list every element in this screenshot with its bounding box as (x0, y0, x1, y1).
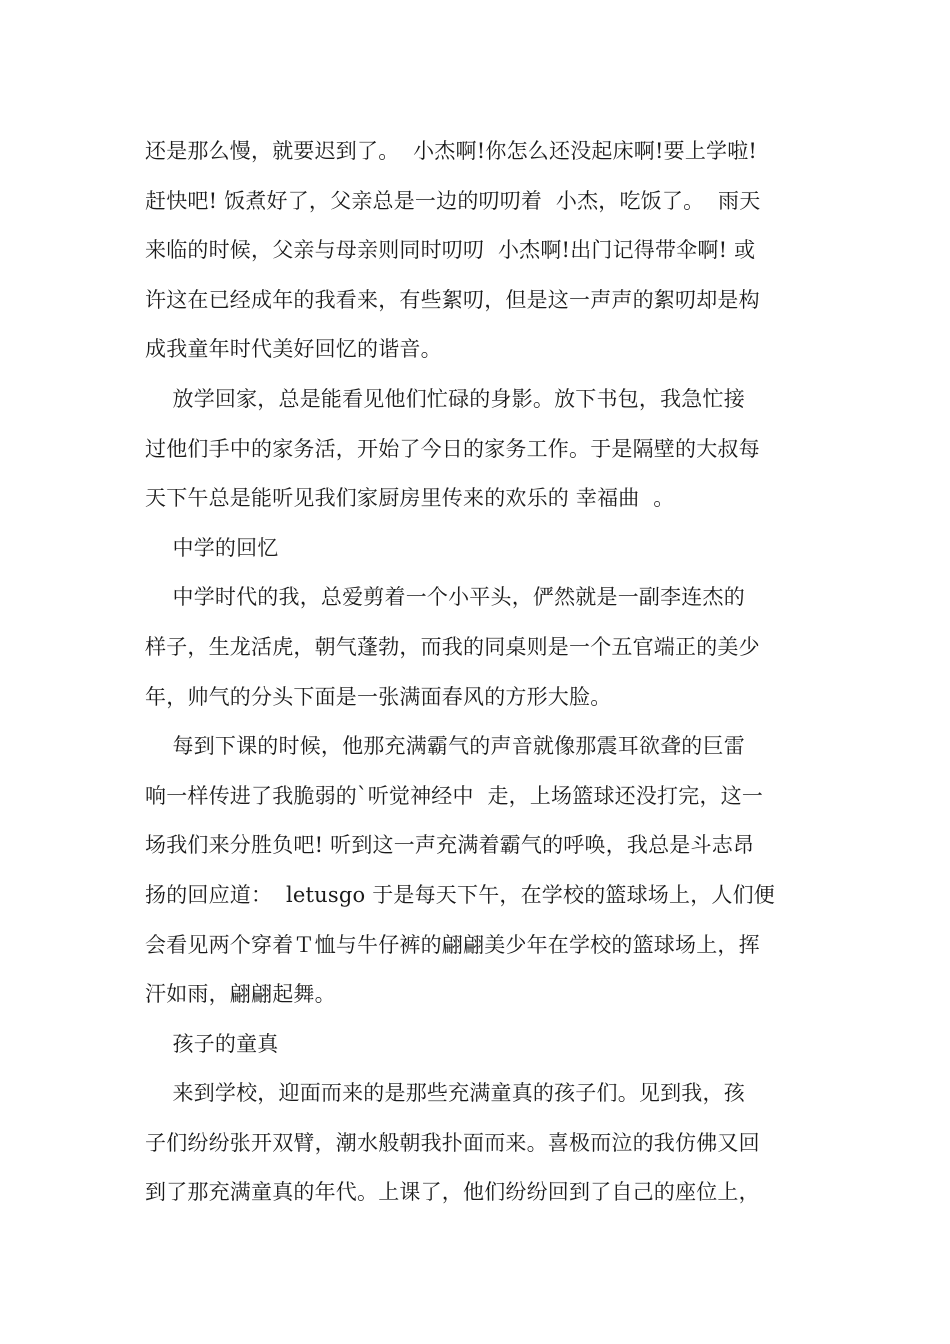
text-line: 还是那么慢，就要迟到了。 小杰啊!你怎么还没起床啊!要上学啦! (145, 139, 758, 163)
text-line: 成我童年时代美好回忆的谐音。 (145, 337, 442, 362)
text-line: 子们纷纷张开双臂，潮水般朝我扑面而来。喜极而泣的我仿佛又回 (145, 1130, 760, 1155)
body-text (145, 133, 807, 1224)
text-line: 会看见两个穿着Ｔ恤与牛仔裤的翩翩美少年在学校的篮球场上，挥 (145, 932, 760, 957)
section-heading: 孩子的童真 (145, 1031, 279, 1056)
text-line: 响一样传进了我脆弱的`听觉神经中 走，上场篮球还没打完，这一 (145, 783, 764, 808)
text-line: 中学时代的我，总爱剪着一个小平头，俨然就是一副李连杰的 (145, 585, 745, 610)
text-line: 赶快吧! 饭煮好了，父亲总是一边的叨叨着 小杰，吃饭了。 雨天 (145, 188, 761, 213)
text-line: 场我们来分胜负吧! 听到这一声充满着霸气的呼唤，我总是斗志昂 (145, 833, 755, 858)
section-heading: 中学的回忆 (145, 535, 279, 560)
text-line: 每到下课的时候，他那充满霸气的声音就像那震耳欲聋的巨雷 (145, 734, 745, 759)
text-line: 扬的回应道： letusgo 于是每天下午，在学校的篮球场上，人们便 (145, 882, 775, 907)
text-line: 年，帅气的分头下面是一张满面春风的方形大脸。 (145, 684, 612, 709)
text-line: 到了那充满童真的年代。上课了，他们纷纷回到了自己的座位上， (145, 1180, 760, 1205)
text-line: 汗如雨，翩翩起舞。 (145, 982, 336, 1007)
text-line: 样子，生龙活虎，朝气蓬勃，而我的同桌则是一个五官端正的美少 (145, 634, 760, 659)
text-line: 许这在已经成年的我看来，有些絮叨，但是这一声声的絮叨却是构 (145, 287, 760, 312)
text-line: 过他们手中的家务活，开始了今日的家务工作。于是隔壁的大叔每 (145, 436, 760, 461)
text-line: 来到学校，迎面而来的是那些充满童真的孩子们。见到我，孩 (145, 1081, 745, 1106)
text-line: 来临的时候，父亲与母亲则同时叨叨 小杰啊!出门记得带伞啊! 或 (145, 238, 756, 263)
text-line: 放学回家，总是能看见他们忙碌的身影。放下书包，我急忙接 (145, 386, 745, 411)
text-line: 天下午总是能听见我们家厨房里传来的欢乐的 幸福曲 。 (145, 486, 675, 511)
